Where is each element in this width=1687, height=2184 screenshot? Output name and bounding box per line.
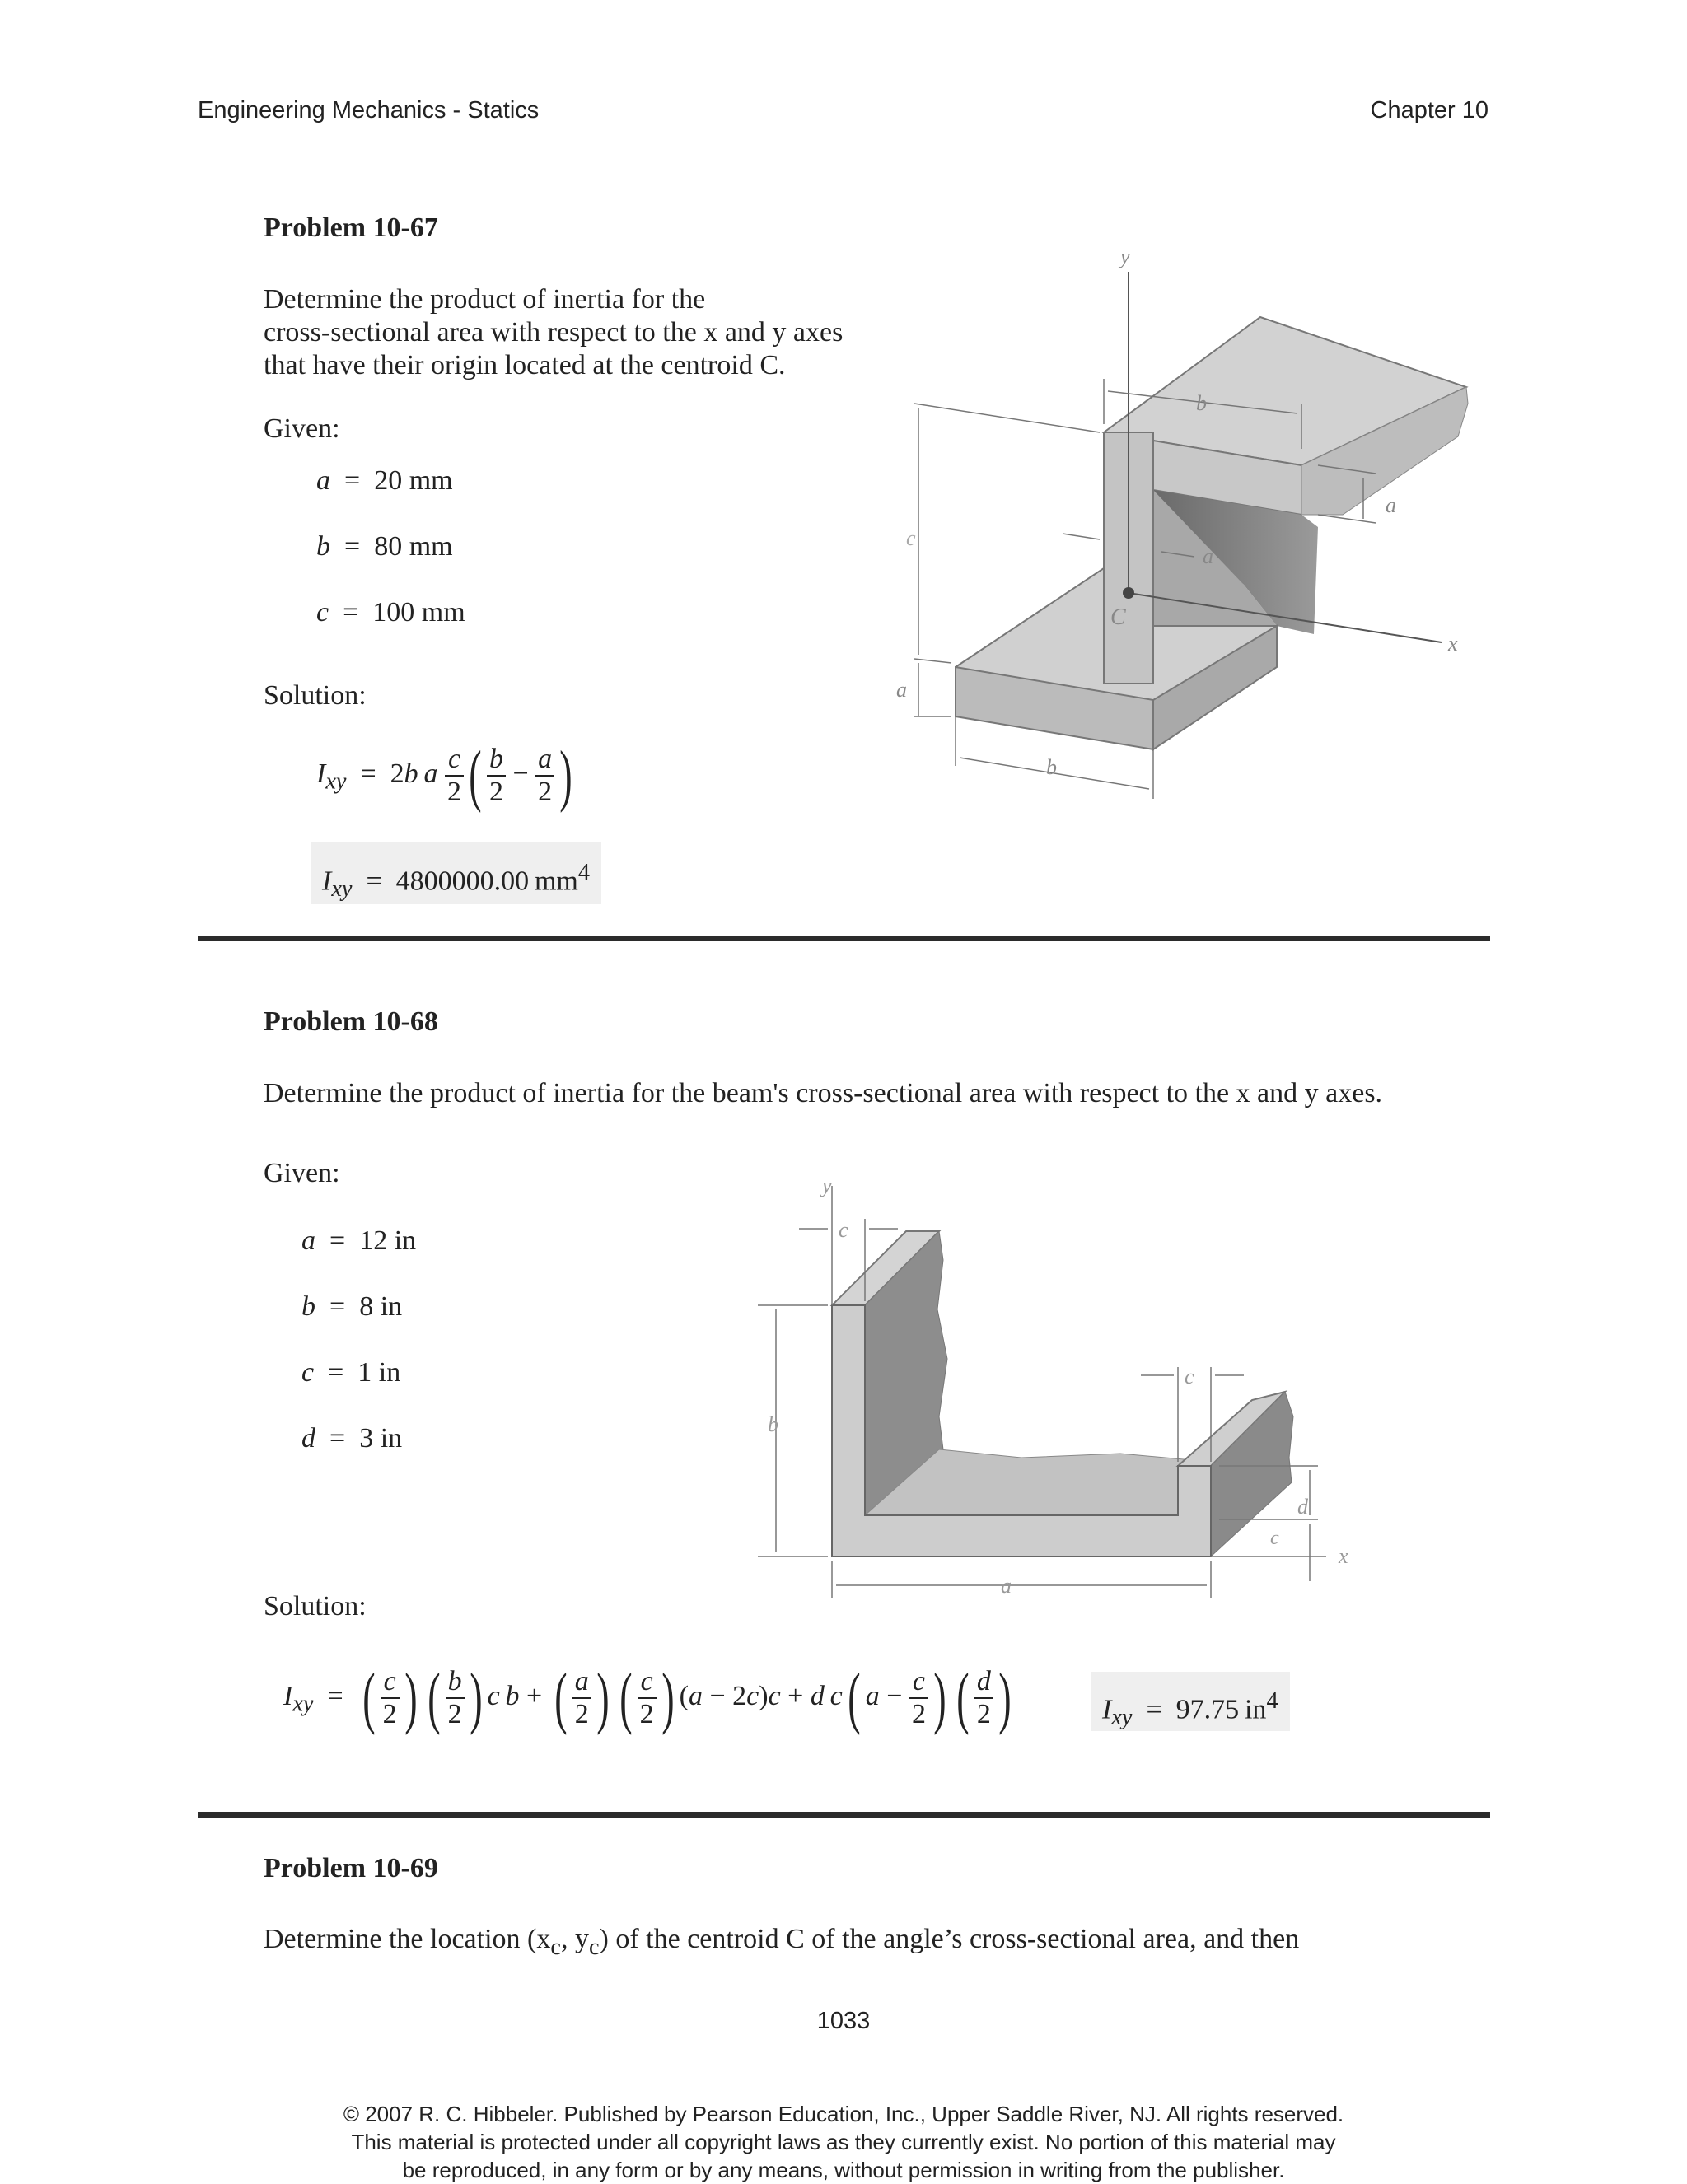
problem-title-10-67: Problem 10-67 (264, 212, 438, 243)
result-value: 97.75 (1175, 1694, 1240, 1725)
centroid-label: C (1110, 604, 1126, 630)
solution-label: Solution: (264, 680, 367, 711)
result-box-10-67: $I_{xy} = 4800000.00$ $mm^4$ (311, 842, 601, 904)
given-row: a = 12 in (301, 1225, 417, 1256)
given-unit: in (378, 1357, 401, 1388)
dim-d: d (1297, 1495, 1308, 1519)
given-unit: mm (421, 597, 465, 628)
given-row: d = 3 in (301, 1423, 403, 1454)
given-value: 100 (372, 597, 415, 628)
given-row: b = 80 mm (316, 531, 453, 562)
header-left: Engineering Mechanics - Statics (198, 97, 540, 124)
solution-label: Solution: (264, 1591, 367, 1622)
result-value: 4800000.00 (395, 866, 530, 897)
result-exponent: 4 (1266, 1688, 1278, 1714)
given-symbol: a (301, 1225, 315, 1256)
header-right: Chapter 10 (1370, 97, 1488, 124)
given-unit: mm (409, 531, 453, 562)
given-value: 12 (359, 1225, 388, 1256)
subscript: c (550, 1934, 561, 1960)
given-value: 1 (357, 1357, 372, 1388)
given-row: c = 1 in (301, 1357, 401, 1388)
y-axis-label: y (822, 1174, 832, 1197)
y-axis-label: y (1120, 245, 1130, 268)
given-label: Given: (264, 1158, 340, 1188)
given-value: 3 (359, 1423, 374, 1454)
given-unit: mm (409, 465, 453, 496)
dim-c-top: c (839, 1218, 848, 1242)
statement-part: Determine the location (x (264, 1924, 551, 1954)
dim-b: b (768, 1412, 778, 1436)
given-value: 20 (374, 465, 403, 496)
statement-part: , y (560, 1924, 589, 1954)
statement-line: cross-sectional area with respect to the x and y axes (264, 317, 844, 348)
result-box-10-68: $I_{xy} = 97.75$ $in^4$ (1091, 1672, 1290, 1731)
given-row: b = 8 in (301, 1291, 403, 1322)
figure-channel-section (750, 1169, 1384, 1614)
given-label: Given: (264, 413, 340, 444)
statement-line: Determine the product of inertia for the (264, 284, 706, 315)
problem-statement-10-69 (264, 1923, 1499, 1964)
given-value: 80 (374, 531, 403, 562)
x-axis-label: x (1339, 1544, 1348, 1568)
given-symbol: c (316, 597, 329, 628)
dim-a: a (1001, 1574, 1012, 1598)
given-row: c = 100 mm (316, 597, 465, 628)
dim-a-left: a (896, 678, 907, 702)
given-symbol: b (301, 1291, 315, 1322)
subscript: c (588, 1934, 600, 1960)
given-symbol: d (301, 1423, 315, 1454)
dim-b-top: b (1196, 391, 1207, 415)
copyright-footer (0, 2100, 1687, 2184)
dim-a-mid: a (1203, 544, 1213, 568)
section-divider (198, 936, 1490, 941)
page-number: 1033 (816, 2008, 871, 2034)
given-symbol: a (316, 465, 330, 496)
footer-line: be reproduced, in any form or by any means, without permission in writing from the publisher. (402, 2158, 1285, 2182)
problem-statement-10-68: Determine the product of inertia for the beam's cross-sectional area with respect to the x and y axes. (264, 1078, 1383, 1108)
result-exponent: 4 (577, 860, 591, 885)
section-divider (198, 1812, 1490, 1818)
problem-title-10-69: Problem 10-69 (264, 1853, 438, 1883)
result-unit: in (1244, 1694, 1267, 1725)
given-unit: in (394, 1225, 417, 1256)
given-unit: in (380, 1423, 403, 1454)
figure-z-section (881, 239, 1474, 815)
given-symbol: c (301, 1357, 315, 1388)
dim-c-low: c (1270, 1528, 1279, 1549)
dim-c-left: c (906, 526, 916, 550)
dim-b-bottom: b (1046, 755, 1057, 779)
x-axis-label: x (1448, 632, 1458, 656)
formula-ixy-10-68: $I_{xy}$ = ( $\frac{c}{2}$ ) ( $\frac{b}{2}$ ) c b + ( $\frac{a}{2}$ ) ( $\frac{c}{2}$ ) (a − 2c)c + d c( a − $\frac{c}{2}$ ) ( $\frac{d}{2}$ ) (283, 1659, 1012, 1736)
footer-line: © 2007 R. C. Hibbeler. Published by Pearson Education, Inc., Upper Saddle River, NJ. All rights reserved. (343, 2102, 1344, 2126)
formula-ixy-10-67: $I_{xy} = 2b$ a $\frac{c}{2}$ ( $\frac{b}{2}$ − $\frac{a}{2}$ ) (316, 737, 572, 814)
given-symbol: b (316, 531, 330, 562)
problem-statement-10-67 (264, 283, 890, 382)
given-value: 8 (359, 1291, 374, 1322)
dim-c-right: c (1185, 1365, 1194, 1388)
dim-a-right: a (1386, 493, 1396, 517)
footer-line: This material is protected under all copyright laws as they currently exist. No portion of this material may (351, 2130, 1336, 2154)
result-unit: mm (534, 866, 578, 897)
given-unit: in (380, 1291, 403, 1322)
problem-title-10-68: Problem 10-68 (264, 1006, 438, 1037)
statement-part: ) of the centroid C of the angle’s cross-sectional area, and then (599, 1924, 1300, 1954)
statement-line: that have their origin located at the centroid C. (264, 350, 786, 380)
given-row: a = 20 mm (316, 465, 453, 496)
centroid-point (1123, 587, 1134, 599)
